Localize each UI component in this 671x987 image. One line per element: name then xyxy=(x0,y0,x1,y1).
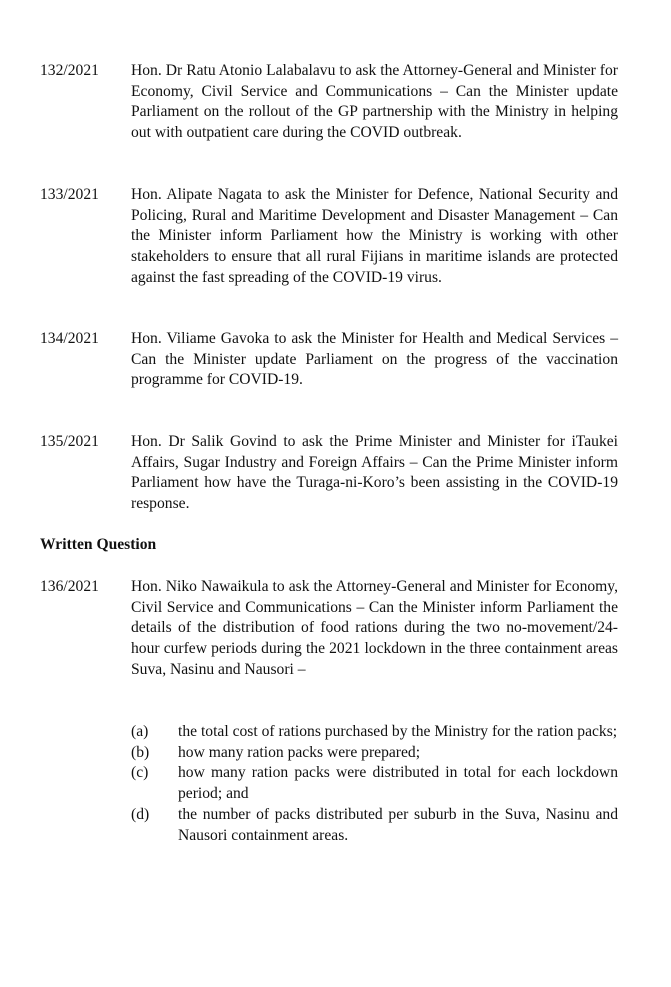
list-item-text: the number of packs distributed per suburb in the Suva, Nasinu and Nausori containment areas. xyxy=(178,805,618,844)
list-item-text: how many ration packs were prepared; xyxy=(178,743,421,761)
question-text: Hon. Niko Nawaikula to ask the Attorney-General and Minister for Economy, Civil Service and Communications – Can the Minister inform Parliament the details of the distribution of food rations during the two no-movement/24-hour curfew periods during the 2021 lockdown in the three containment areas Suva, Nasinu and Nausori – xyxy=(131,578,618,678)
list-item xyxy=(131,722,618,743)
sub-question-list xyxy=(131,722,618,846)
question-number: 132/2021 xyxy=(40,62,99,79)
question-text: Hon. Viliame Gavoka to ask the Minister for Health and Medical Services – Can the Minister update Parliament on the progress of the vaccination programme for COVID-19. xyxy=(131,330,618,389)
list-item-text: the total cost of rations purchased by the Ministry for the ration packs; xyxy=(178,723,618,740)
list-item xyxy=(131,743,618,764)
question-number: 133/2021 xyxy=(40,186,99,203)
list-item-label: (b) xyxy=(131,743,150,761)
question-text: Hon. Dr Salik Govind to ask the Prime Minister and Minister for iTaukei Affairs, Sugar Industry and Foreign Affairs – Can the Prime Minister inform Parliament how have the Turaga-ni-Koro’s been assisting in the COVID-19 response. xyxy=(131,433,618,513)
question-number: 136/2021 xyxy=(40,578,99,595)
question-number: 135/2021 xyxy=(40,433,99,450)
section-heading: Written Question xyxy=(40,536,157,553)
list-item xyxy=(131,763,618,804)
question-text: Hon. Dr Ratu Atonio Lalabalavu to ask the Attorney-General and Minister for Economy, Civil Service and Communications – Can the Minister update Parliament on the rollout of the GP partnership with the Ministry in helping out with outpatient care during the COVID outbreak. xyxy=(131,62,618,142)
question-number: 134/2021 xyxy=(40,330,99,347)
list-item xyxy=(131,805,618,846)
list-item-text: how many ration packs were distributed in total for each lockdown period; and xyxy=(178,764,618,803)
list-item-label: (c) xyxy=(131,764,149,782)
list-item-label: (a) xyxy=(131,723,149,740)
list-item-label: (d) xyxy=(131,805,150,823)
question-text: Hon. Alipate Nagata to ask the Minister for Defence, National Security and Policing, Rural and Maritime Development and Disaster Management – Can the Minister inform Parliament how the Ministry is working with other stakeholders to ensure that all rural Fijians in maritime islands are protected against the fast spreading of the COVID-19 virus. xyxy=(131,186,618,286)
